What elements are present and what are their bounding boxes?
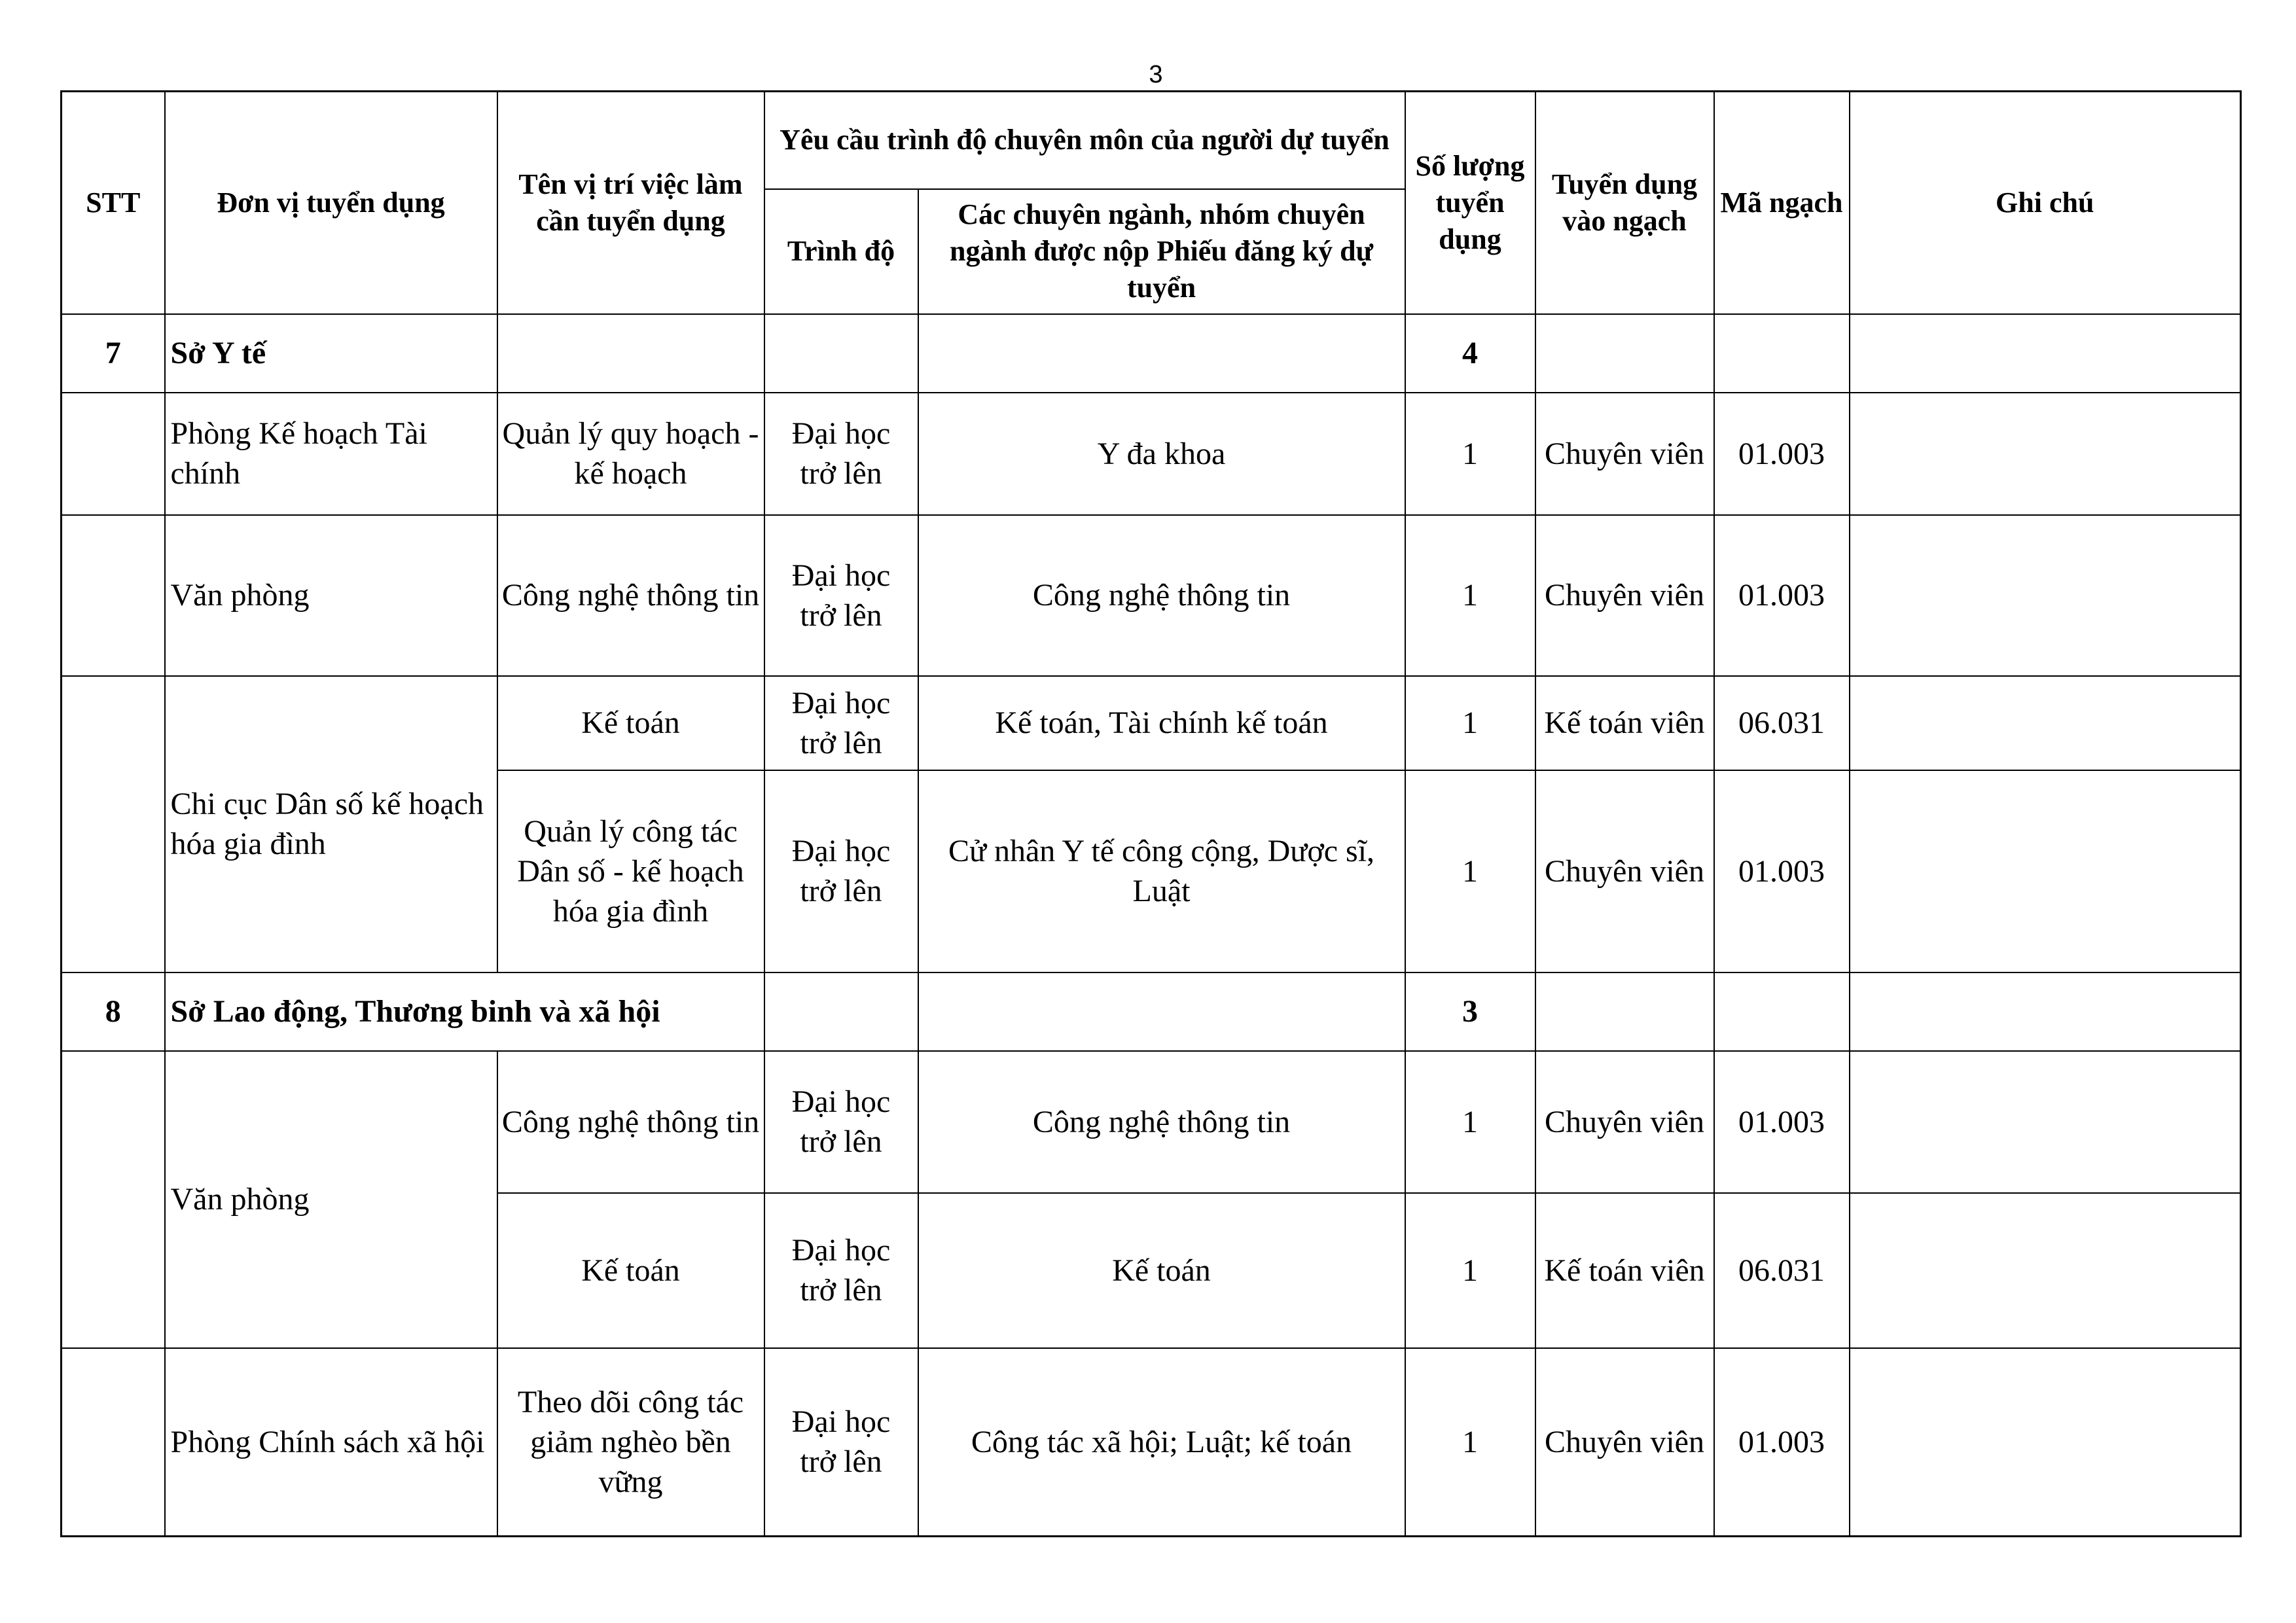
cell-section-name: Sở Y tế	[165, 314, 497, 393]
cell-position: Quản lý công tác Dân số - kế hoạch hóa gia đình	[497, 770, 764, 972]
cell-stt	[62, 676, 165, 972]
cell-note	[1850, 676, 2241, 770]
cell-rank-code	[1714, 314, 1850, 393]
cell-note	[1850, 1193, 2241, 1348]
table-row	[62, 676, 2241, 770]
header-majors: Các chuyên ngành, nhóm chuyên ngành được nộp Phiếu đăng ký dự tuyển	[918, 189, 1405, 314]
cell-level: Đại học trở lên	[764, 1051, 918, 1193]
cell-rank-code: 01.003	[1714, 515, 1850, 676]
cell-stt	[62, 1348, 165, 1537]
cell-level: Đại học trở lên	[764, 393, 918, 515]
cell-majors: Kế toán	[918, 1193, 1405, 1348]
cell-rank-code: 01.003	[1714, 393, 1850, 515]
table-row	[62, 1348, 2241, 1537]
cell-stt: 7	[62, 314, 165, 393]
header-note: Ghi chú	[1850, 92, 2241, 314]
cell-majors: Công nghệ thông tin	[918, 515, 1405, 676]
cell-rank: Chuyên viên	[1535, 770, 1714, 972]
table-row	[62, 393, 2241, 515]
cell-rank-code: 06.031	[1714, 676, 1850, 770]
cell-rank-code: 01.003	[1714, 1051, 1850, 1193]
cell-quantity: 1	[1405, 1348, 1535, 1537]
cell-rank	[1535, 972, 1714, 1051]
cell-rank-code: 01.003	[1714, 770, 1850, 972]
cell-quantity: 1	[1405, 393, 1535, 515]
cell-rank-code	[1714, 972, 1850, 1051]
header-unit: Đơn vị tuyển dụng	[165, 92, 497, 314]
cell-level: Đại học trở lên	[764, 770, 918, 972]
cell-level: Đại học trở lên	[764, 515, 918, 676]
cell-note	[1850, 1348, 2241, 1537]
cell-level	[764, 972, 918, 1051]
cell-position: Công nghệ thông tin	[497, 1051, 764, 1193]
header-stt: STT	[62, 92, 165, 314]
cell-quantity: 3	[1405, 972, 1535, 1051]
cell-rank	[1535, 314, 1714, 393]
page-number: 3	[1149, 61, 1163, 88]
table-row	[62, 515, 2241, 676]
section-row	[62, 972, 2241, 1051]
cell-stt	[62, 515, 165, 676]
cell-majors: Kế toán, Tài chính kế toán	[918, 676, 1405, 770]
header-row	[62, 92, 2241, 189]
cell-unit: Văn phòng	[165, 1051, 497, 1348]
table-row	[62, 1051, 2241, 1193]
cell-note	[1850, 770, 2241, 972]
cell-rank: Chuyên viên	[1535, 1348, 1714, 1537]
cell-rank: Chuyên viên	[1535, 515, 1714, 676]
cell-position	[497, 314, 764, 393]
cell-note	[1850, 1051, 2241, 1193]
cell-rank: Kế toán viên	[1535, 1193, 1714, 1348]
cell-note	[1850, 314, 2241, 393]
cell-majors: Công nghệ thông tin	[918, 1051, 1405, 1193]
cell-unit: Phòng Kế hoạch Tài chính	[165, 393, 497, 515]
cell-majors	[918, 314, 1405, 393]
cell-position: Công nghệ thông tin	[497, 515, 764, 676]
cell-quantity: 1	[1405, 770, 1535, 972]
cell-level: Đại học trở lên	[764, 1348, 918, 1537]
cell-stt: 8	[62, 972, 165, 1051]
header-requirement-group: Yêu cầu trình độ chuyên môn của người dự tuyển	[764, 92, 1405, 189]
cell-position: Kế toán	[497, 1193, 764, 1348]
cell-rank: Chuyên viên	[1535, 393, 1714, 515]
cell-majors: Công tác xã hội; Luật; kế toán	[918, 1348, 1405, 1537]
cell-unit: Chi cục Dân số kế hoạch hóa gia đình	[165, 676, 497, 972]
cell-majors: Cử nhân Y tế công cộng, Dược sĩ, Luật	[918, 770, 1405, 972]
header-rank: Tuyển dụng vào ngạch	[1535, 92, 1714, 314]
cell-position: Quản lý quy hoạch - kế hoạch	[497, 393, 764, 515]
cell-level: Đại học trở lên	[764, 1193, 918, 1348]
header-quantity: Số lượng tuyển dụng	[1405, 92, 1535, 314]
cell-note	[1850, 515, 2241, 676]
cell-majors: Y đa khoa	[918, 393, 1405, 515]
cell-note	[1850, 393, 2241, 515]
cell-quantity: 1	[1405, 515, 1535, 676]
cell-rank: Chuyên viên	[1535, 1051, 1714, 1193]
cell-unit: Văn phòng	[165, 515, 497, 676]
cell-note	[1850, 972, 2241, 1051]
section-row	[62, 314, 2241, 393]
header-rank-code: Mã ngạch	[1714, 92, 1850, 314]
cell-position: Kế toán	[497, 676, 764, 770]
cell-quantity: 1	[1405, 676, 1535, 770]
cell-position: Theo dõi công tác giảm nghèo bền vững	[497, 1348, 764, 1537]
header-level: Trình độ	[764, 189, 918, 314]
cell-majors	[918, 972, 1405, 1051]
cell-level	[764, 314, 918, 393]
cell-rank: Kế toán viên	[1535, 676, 1714, 770]
cell-quantity: 4	[1405, 314, 1535, 393]
cell-quantity: 1	[1405, 1193, 1535, 1348]
cell-level: Đại học trở lên	[764, 676, 918, 770]
header-position: Tên vị trí việc làm cần tuyển dụng	[497, 92, 764, 314]
cell-stt	[62, 393, 165, 515]
cell-rank-code: 01.003	[1714, 1348, 1850, 1537]
cell-unit: Phòng Chính sách xã hội	[165, 1348, 497, 1537]
cell-section-name: Sở Lao động, Thương binh và xã hội	[165, 972, 764, 1051]
recruitment-table	[60, 90, 2242, 1537]
cell-stt	[62, 1051, 165, 1348]
cell-rank-code: 06.031	[1714, 1193, 1850, 1348]
cell-quantity: 1	[1405, 1051, 1535, 1193]
